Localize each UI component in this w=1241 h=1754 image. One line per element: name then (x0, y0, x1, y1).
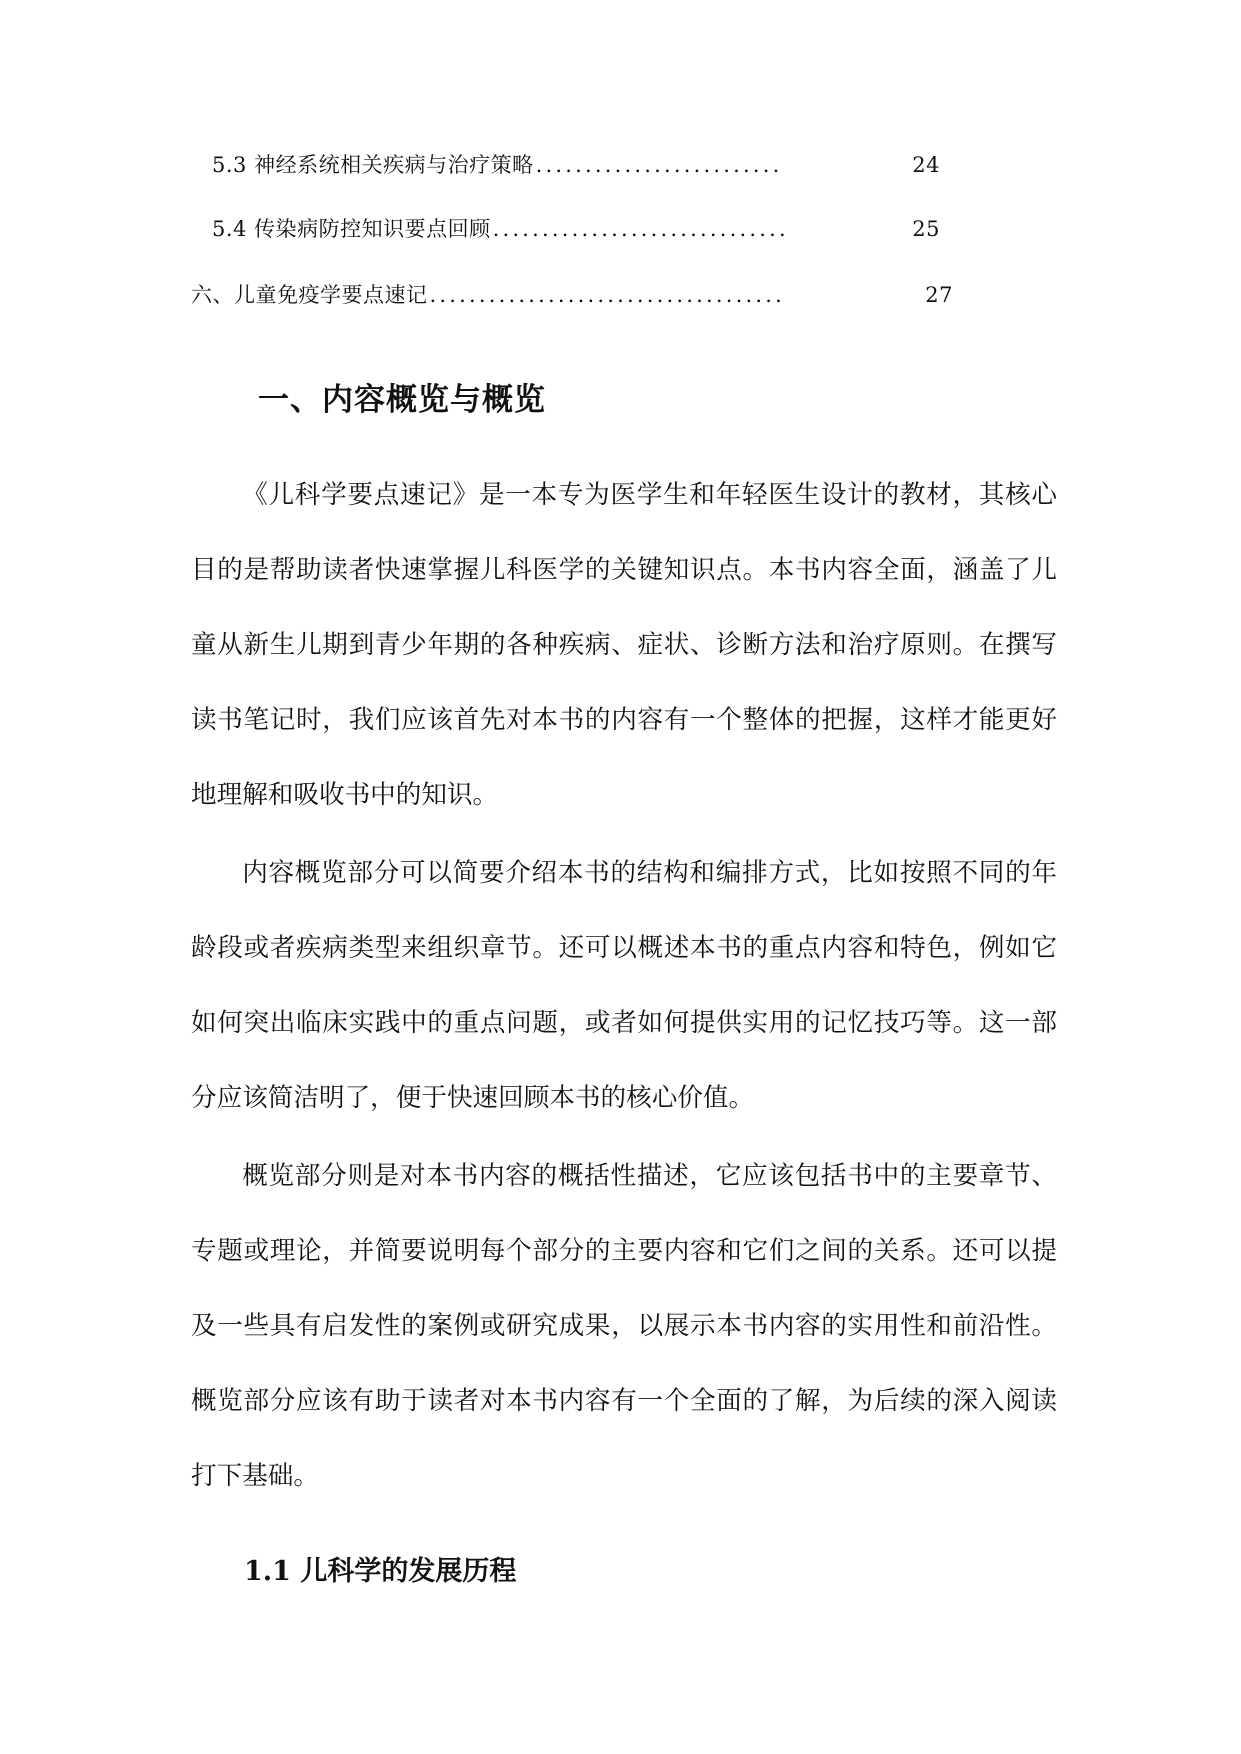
body-paragraph: 概览部分则是对本书内容的概括性描述，它应该包括书中的主要章节、专题或理论，并简要说明每个部分的主要内容和它们之间的关系。还可以提及一些具有启发性的案例或研究成果，以展示本书内容的实用性和前沿性。概览部分应该有助于读者对本书内容有一个全面的了解，为后续的深入阅读打下基础。 (191, 1161, 1057, 1491)
section-heading: 一、内容概览与概览 (258, 382, 546, 418)
toc-entry-5-3[interactable] (212, 150, 940, 180)
toc-page-number: 25 (912, 217, 940, 241)
toc-entry-5-4[interactable] (212, 214, 940, 244)
toc-entry-title: 5.4 传染病防控知识要点回顾 (212, 217, 491, 241)
body-paragraph: 内容概览部分可以简要介绍本书的结构和编排方式，比如按照不同的年龄段或者疾病类型来组织章节。还可以概述本书的重点内容和特色，例如它如何突出临床实践中的重点问题，或者如何提供实用的记忆技巧等。这一部分应该简洁明了，便于快速回顾本书的核心价值。 (191, 858, 1057, 1113)
toc-page-number: 24 (912, 153, 940, 177)
toc-leader-dots: .................................... (429, 283, 786, 307)
toc-entry-chapter-6[interactable] (191, 280, 953, 310)
body-paragraph: 《儿科学要点速记》是一本专为医学生和年轻医生设计的教材，其核心目的是帮助读者快速掌握儿科医学的关键知识点。本书内容全面，涵盖了儿童从新生儿期到青少年期的各种疾病、症状、诊断方法和治疗原则。在撰写读书笔记时，我们应该首先对本书的内容有一个整体的把握，这样才能更好地理解和吸收书中的知识。 (191, 480, 1057, 810)
toc-page-number: 27 (925, 283, 953, 307)
toc-entry-title: 六、儿童免疫学要点速记 (191, 283, 428, 307)
toc-entry-title: 5.3 神经系统相关疾病与治疗策略 (212, 153, 534, 177)
toc-leader-dots: ......................... (535, 153, 783, 177)
toc-leader-dots: .............................. (492, 217, 789, 241)
subsection-heading: 1.1 儿科学的发展历程 (244, 1556, 517, 1587)
